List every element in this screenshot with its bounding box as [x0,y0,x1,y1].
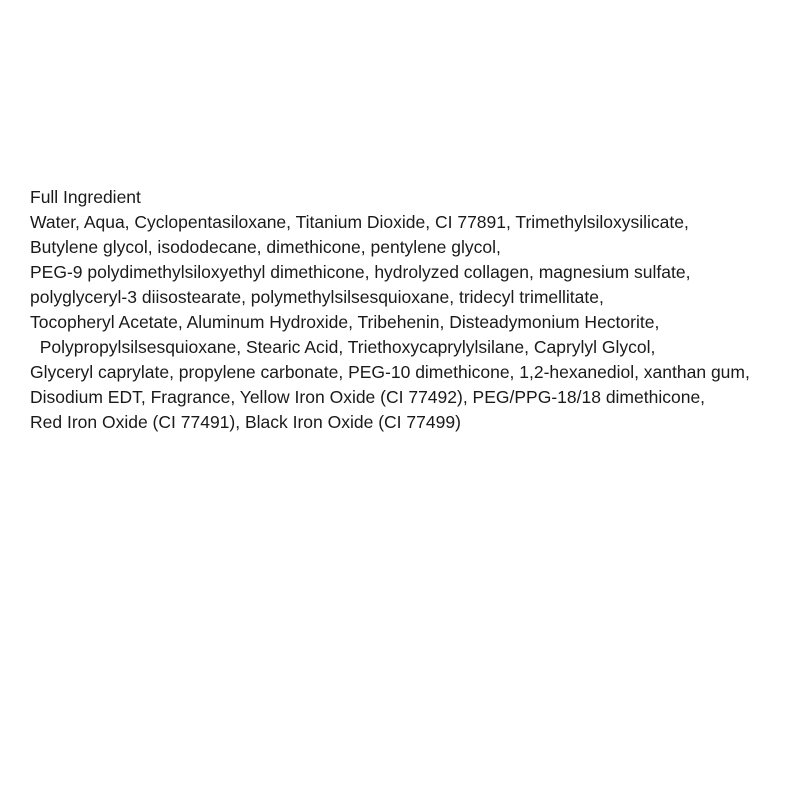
ingredient-line: Disodium EDT, Fragrance, Yellow Iron Oxide (CI 77492), PEG/PPG-18/18 dimethicone, [30,387,706,407]
ingredient-line: Water, Aqua, Cyclopentasiloxane, Titanium Dioxide, CI 77891, Trimethylsiloxysilicate, [30,212,689,232]
ingredient-line: PEG-9 polydimethylsiloxyethyl dimethicone, hydrolyzed collagen, magnesium sulfate, [30,262,691,282]
ingredient-line: Butylene glycol, isododecane, dimethicone, pentylene glycol, [30,237,501,257]
ingredient-line: Glyceryl caprylate, propylene carbonate, PEG-10 dimethicone, 1,2-hexanediol, xanthan gum, [30,362,750,382]
ingredient-line: Polypropylsilsesquioxane, Stearic Acid, Triethoxycaprylylsilane, Caprylyl Glycol, [30,337,656,357]
ingredient-line: Red Iron Oxide (CI 77491), Black Iron Oxide (CI 77499) [30,412,461,432]
ingredient-line: polyglyceryl-3 diisostearate, polymethylsilsesquioxane, tridecyl trimellitate, [30,287,604,307]
ingredient-line: Tocopheryl Acetate, Aluminum Hydroxide, Tribehenin, Disteadymonium Hectorite, [30,312,660,332]
ingredient-list-title: Full Ingredient [30,187,141,207]
ingredient-list [30,185,792,435]
